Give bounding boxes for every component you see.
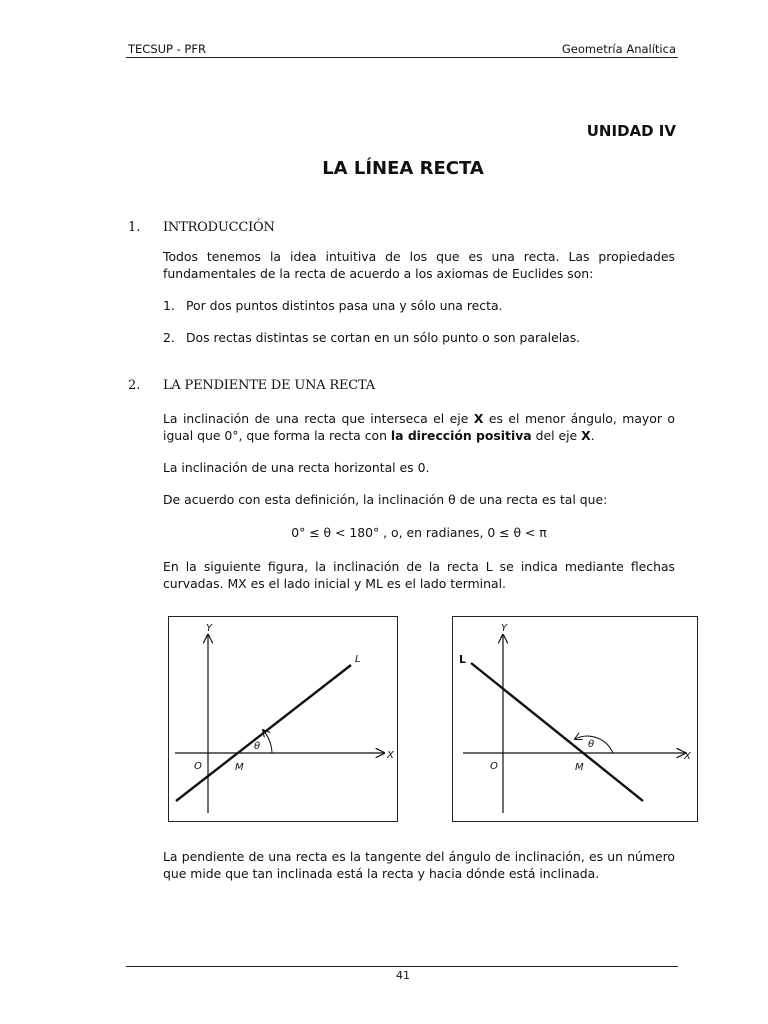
text-run: del eje (531, 427, 582, 443)
list-item-number: 2. (163, 330, 175, 345)
line-l-label: L (355, 654, 361, 665)
list-item-text: Dos rectas distintas se cortan en un sólo punto o son paralelas. (186, 330, 581, 345)
section-1-title: INTRODUCCIÓN (163, 220, 275, 235)
footer-rule (126, 966, 678, 967)
origin-label: O (194, 761, 202, 772)
header-rule (126, 57, 678, 58)
list-item-text: Por dos puntos distintos pasa una y sólo una recta. (186, 298, 503, 313)
x-axis-label: X (387, 750, 394, 761)
list-item-number: 1. (163, 298, 175, 313)
header-left: TECSUP - PFR (128, 42, 206, 56)
inclination-formula: 0° ≤ θ < 180° , o, en radianes, 0 ≤ θ < π (291, 525, 547, 540)
origin-label: O (490, 761, 498, 772)
section-2-paragraph-2: La inclinación de una recta horizontal es 0. (163, 460, 430, 475)
section-2-number: 2. (128, 378, 141, 393)
x-axis-label: X (684, 751, 691, 762)
axis-x-label: X (581, 427, 591, 443)
line-l (471, 663, 643, 801)
point-m-label: M (575, 762, 584, 773)
point-m-label: M (235, 762, 244, 773)
y-axis-label: Y (206, 623, 213, 634)
figure-right (452, 616, 698, 822)
text-run: es el menor ángulo, mayor o igual que 0°, que forma la recta con (163, 411, 675, 443)
section-1-intro: Todos tenemos la idea intuitiva de los que es una recta. Las propiedades fundamentales de la recta de acuerdo a los axiomas de Euclides son: (163, 249, 675, 281)
text-run: La inclinación de una recta que interseca el eje (163, 411, 474, 426)
header-right: Geometría Analítica (561, 42, 676, 56)
axis-x-label: X (473, 411, 484, 426)
list-item (163, 298, 502, 313)
section-1-number: 1. (128, 220, 141, 235)
section-2-paragraph-5: La pendiente de una recta es la tangente del ángulo de inclinación, es un número que mide que tan inclinada está la recta y hacia dónde está inclinada. (163, 849, 675, 881)
list-item (163, 330, 580, 345)
section-2-paragraph-1 (163, 411, 675, 444)
section-2-title: LA PENDIENTE DE UNA RECTA (163, 378, 375, 393)
figure-left (168, 616, 398, 822)
page-title: LA LÍNEA RECTA (322, 158, 484, 179)
figure-left-svg (169, 617, 397, 821)
unit-label: UNIDAD IV (586, 122, 676, 140)
section-2-paragraph-4: En la siguiente figura, la inclinación de la recta L se indica mediante flechas curvadas. MX es el lado inicial y ML es el lado terminal. (163, 559, 675, 591)
theta-label: θ (254, 741, 261, 752)
line-l (176, 665, 351, 801)
y-axis-label: Y (501, 623, 508, 634)
section-2-paragraph-3: De acuerdo con esta definición, la inclinación θ de una recta es tal que: (163, 492, 608, 507)
theta-label: θ (588, 739, 595, 750)
figure-right-svg (453, 617, 697, 821)
line-l-label: L (459, 653, 467, 666)
bold-phrase: la dirección positiva (390, 427, 532, 443)
text-run: . (590, 427, 595, 443)
page-number: 41 (396, 969, 410, 982)
